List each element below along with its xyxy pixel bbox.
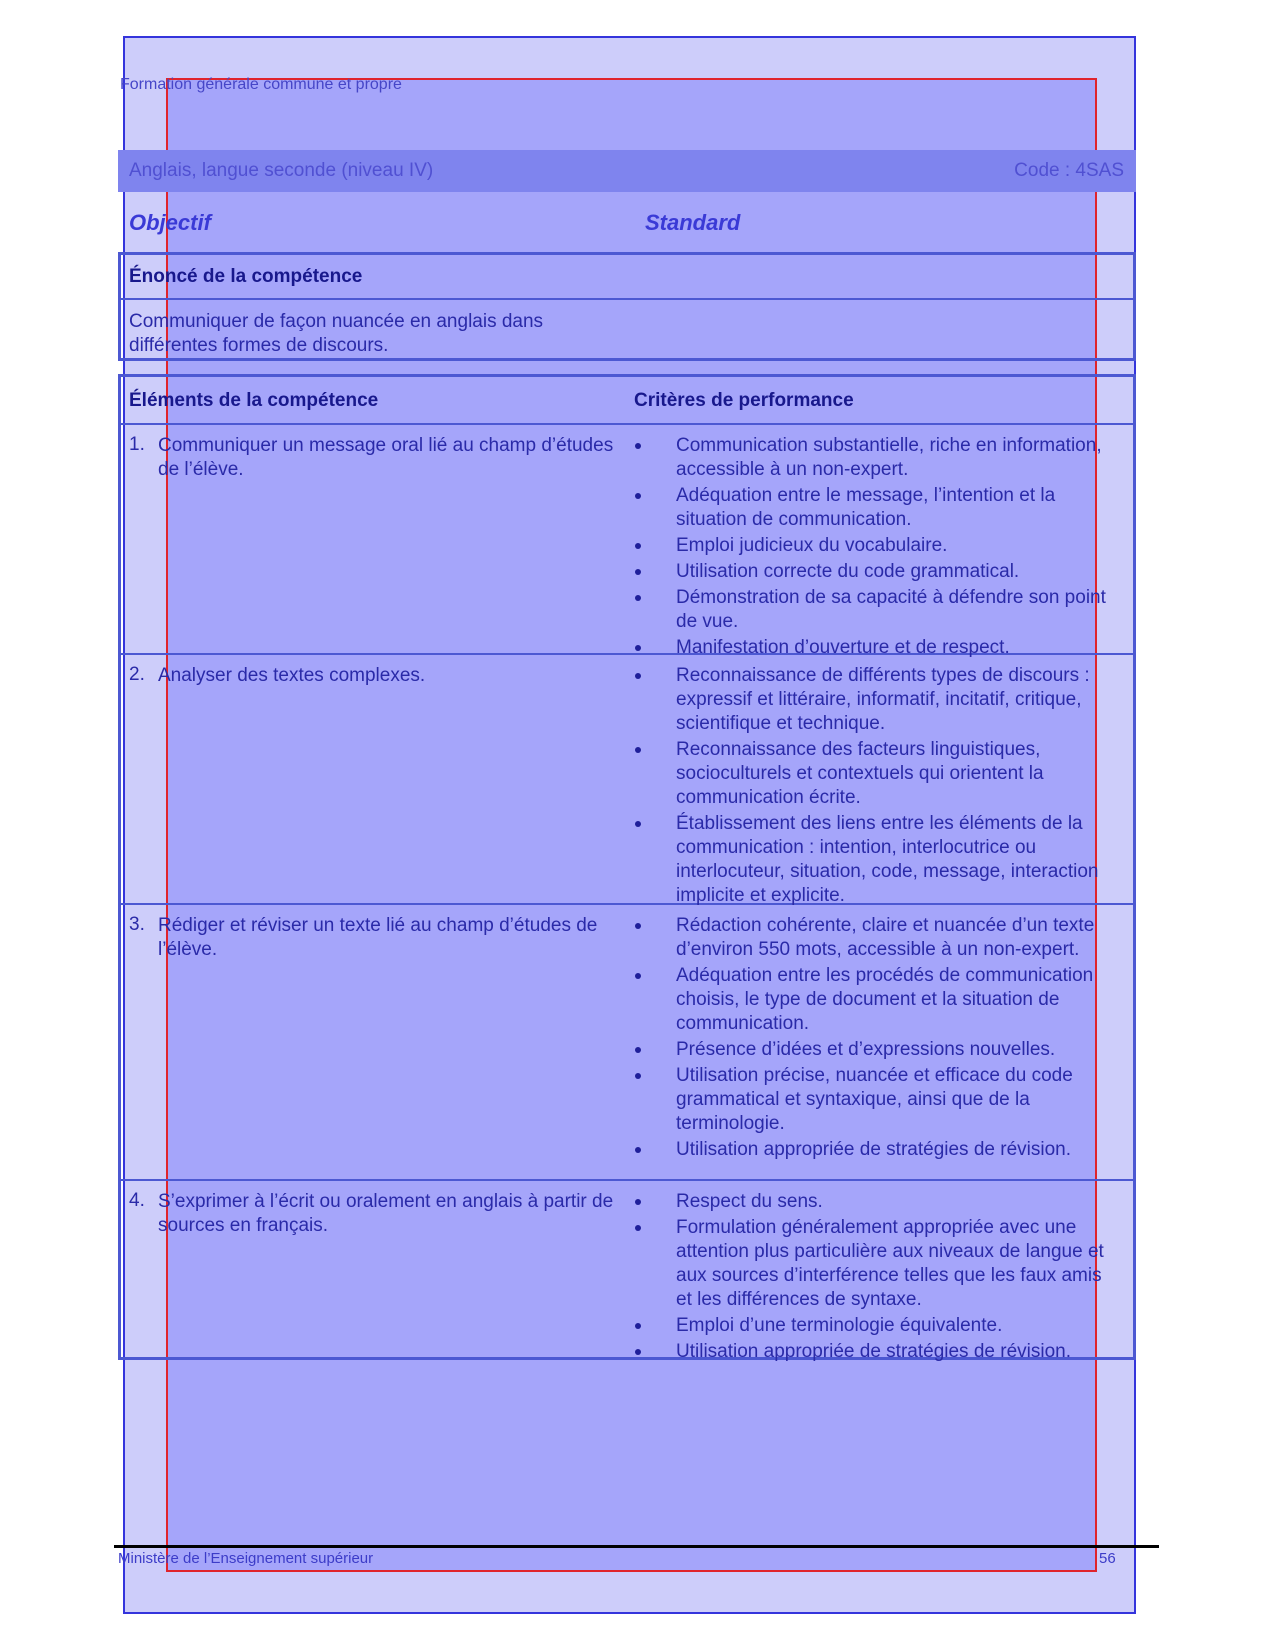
table-row xyxy=(121,425,1133,658)
enonce-box xyxy=(118,252,1136,361)
bullet-icon xyxy=(635,1323,641,1329)
bullet-icon xyxy=(635,569,641,575)
list-item: Utilisation précise, nuancée et efficace du code grammatical et syntaxique, ainsi que de la terminologie. xyxy=(631,1064,1113,1136)
list-item: Emploi d’une terminologie équivalente. xyxy=(631,1314,1113,1338)
list-item: Manifestation d’ouverture et de respect. xyxy=(631,636,1113,660)
bullet-icon xyxy=(635,443,641,449)
list-item: Formulation généralement appropriée avec une attention plus particulière aux niveaux de langue et aux sources d’interférence telles que les faux amis et les différences de syntaxe. xyxy=(631,1216,1113,1312)
standard-heading: Standard xyxy=(645,210,741,235)
elements-table-header xyxy=(121,377,1133,425)
element-number: 2. xyxy=(129,664,145,685)
page-number: 56 xyxy=(1099,1550,1116,1567)
bullet-icon xyxy=(635,645,641,651)
bullet-icon xyxy=(635,673,641,679)
section-title: Formation générale commune et propre xyxy=(120,76,402,93)
list-item: Adéquation entre le message, l’intention et la situation de communication. xyxy=(631,484,1113,532)
criteria-list xyxy=(631,434,1113,662)
element-text: S’exprimer à l’écrit ou oralement en anglais à partir de sources en français. xyxy=(158,1191,614,1236)
table-row xyxy=(121,655,1133,905)
bullet-icon xyxy=(635,493,641,499)
table-row xyxy=(121,1181,1133,1362)
list-item: Communication substantielle, riche en information, accessible à un non-expert. xyxy=(631,434,1113,482)
bullet-icon xyxy=(635,543,641,549)
bullet-icon xyxy=(635,973,641,979)
table-row xyxy=(121,905,1133,1181)
bullet-icon xyxy=(635,595,641,601)
bullet-icon xyxy=(635,747,641,753)
column-headings xyxy=(129,210,1129,238)
bullet-icon xyxy=(635,1073,641,1079)
list-item: Établissement des liens entre les éléments de la communication : intention, interlocutrice ou interlocuteur, situation, code, message, interaction implicite et explicite. xyxy=(631,812,1113,908)
enonce-heading: Énoncé de la compétence xyxy=(121,255,1133,300)
element-text: Communiquer un message oral lié au champ d’études de l’élève. xyxy=(158,435,614,480)
element-text: Analyser des textes complexes. xyxy=(158,665,426,686)
bullet-icon xyxy=(635,1349,641,1355)
bullet-icon xyxy=(635,821,641,827)
criteria-heading: Critères de performance xyxy=(634,390,854,411)
list-item: Reconnaissance des facteurs linguistiques, socioculturels et contextuels qui orientent la communication écrite. xyxy=(631,738,1113,810)
objectif-heading: Objectif xyxy=(129,210,211,235)
list-item: Emploi judicieux du vocabulaire. xyxy=(631,534,1113,558)
list-item: Utilisation appropriée de stratégies de révision. xyxy=(631,1138,1113,1162)
footer-divider xyxy=(114,1545,1159,1548)
list-item: Reconnaissance de différents types de discours : expressif et littéraire, informatif, incitatif, critique, scientifique et technique. xyxy=(631,664,1113,736)
list-item: Utilisation appropriée de stratégies de révision. xyxy=(631,1340,1113,1364)
list-item: Utilisation correcte du code grammatical. xyxy=(631,560,1113,584)
bullet-icon xyxy=(635,1199,641,1205)
element-number: 1. xyxy=(129,434,145,455)
criteria-list xyxy=(631,664,1113,910)
elements-heading: Éléments de la compétence xyxy=(129,390,379,411)
criteria-list xyxy=(631,914,1113,1164)
course-name: Anglais, langue seconde (niveau IV) xyxy=(129,160,434,181)
element-number: 3. xyxy=(129,914,145,935)
list-item: Rédaction cohérente, claire et nuancée d’un texte d’environ 550 mots, accessible à un non-expert. xyxy=(631,914,1113,962)
element-number: 4. xyxy=(129,1190,145,1211)
course-bar xyxy=(118,150,1136,192)
bullet-icon xyxy=(635,1047,641,1053)
bullet-icon xyxy=(635,1225,641,1231)
footer-ministry: Ministère de l’Enseignement supérieur xyxy=(118,1550,374,1567)
enonce-text: Communiquer de façon nuancée en anglais dans différentes formes de discours. xyxy=(129,311,544,356)
list-item: Démonstration de sa capacité à défendre son point de vue. xyxy=(631,586,1113,634)
list-item: Présence d’idées et d’expressions nouvelles. xyxy=(631,1038,1113,1062)
element-text: Rédiger et réviser un texte lié au champ d’études de l’élève. xyxy=(158,915,598,960)
bullet-icon xyxy=(635,1147,641,1153)
course-code: Code : 4SAS xyxy=(1014,160,1124,181)
criteria-list xyxy=(631,1190,1113,1366)
bullet-icon xyxy=(635,923,641,929)
list-item: Adéquation entre les procédés de communication choisis, le type de document et la situation de communication. xyxy=(631,964,1113,1036)
elements-table xyxy=(118,374,1136,1360)
list-item: Respect du sens. xyxy=(631,1190,1113,1214)
